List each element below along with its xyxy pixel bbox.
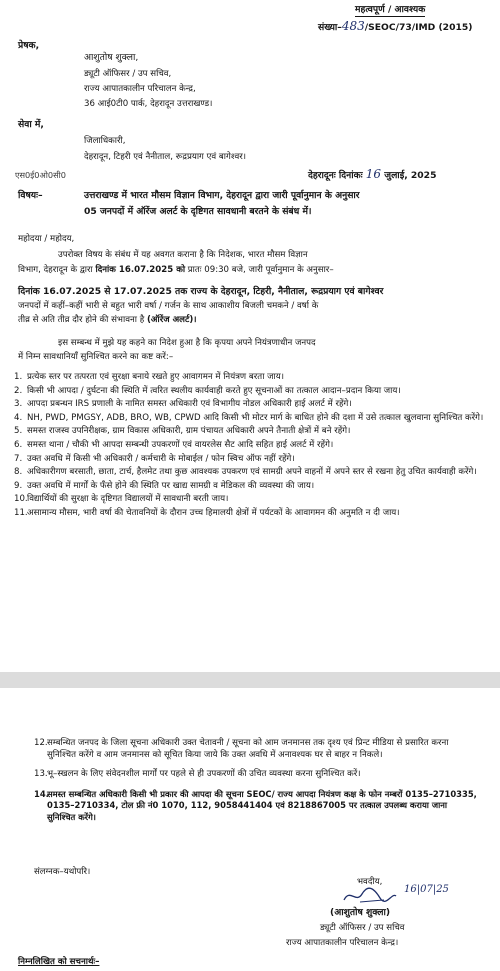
sender-office: राज्य आपातकालीन परिचालन केन्द्र, bbox=[84, 84, 196, 94]
para2-line-3b: (ऑरेंज अलर्ट)। bbox=[147, 315, 197, 325]
sender-name: आशुतोष शुक्ला, bbox=[84, 52, 139, 63]
signatory-designation: ड्यूटी ऑफिसर / उप सचिव bbox=[320, 923, 405, 933]
subject-line-2: 05 जनपदों में ऑरेंज अलर्ट के दृष्टिगत सावधानी बरतने के संबंध में। bbox=[84, 206, 312, 217]
ref-suffix: /SEOC/73/IMD (2015) bbox=[364, 22, 473, 33]
list-item: 7. उक्त अवधि में किसी भी अधिकारी / कर्मचारी के मोबाईल / फोन स्विच ऑफ नहीं रहेंगे। bbox=[14, 453, 295, 464]
signatory-name: (आशुतोष शुक्ला) bbox=[330, 907, 391, 918]
para1-line-1: उपरोक्त विषय के संबंध में यह अवगत कराना है कि निदेशक, भारत मौसम विज्ञान bbox=[58, 250, 308, 260]
reference-number bbox=[318, 20, 472, 34]
instructions-list bbox=[14, 372, 486, 522]
closing: भवदीय, bbox=[357, 877, 383, 887]
sender-address: 36 आई0टी0 पार्क, देहरादून उत्तराखण्ड। bbox=[84, 99, 213, 109]
list-item: 4. NH, PWD, PMGSY, ADB, BRO, WB, CPWD आदि किसी भी मोटर मार्ग के बाधित होने की दशा में उसे तत्काल खुलवाना सुनिश्चित करेंगे। bbox=[14, 412, 484, 423]
handwritten-date: 16|07|25 bbox=[404, 884, 449, 895]
para2-line-2: जनपदों में कहीं–कहीं भारी से बहुत भारी वर्षा / गर्जन के साथ आकाशीय बिजली चमकने / वर्षा के bbox=[18, 301, 319, 311]
para1-line-2c: प्रातः 09:30 बजे, जारी पूर्वानुमान के अनुसार– bbox=[187, 265, 334, 275]
ref-number-handwritten: 483 bbox=[341, 19, 365, 33]
para3-line-2: में निम्न सावधानियाँ सुनिश्चित करने का कष्ट करें:– bbox=[18, 352, 174, 362]
recipient-districts: देहरादून, टिहरी एवं नैनीताल, रूद्रप्रयाग एवं बागेश्वर। bbox=[84, 152, 247, 162]
para2-line-3 bbox=[18, 315, 197, 327]
classification-label: महत्वपूर्ण / आवश्यक bbox=[355, 4, 426, 15]
recipient-title: जिलाधिकारी, bbox=[84, 136, 126, 146]
list-item: 9. उक्त अवधि में मार्गों के फँसे होने की स्थिति पर खाद्य सामग्री व मेडिकल की व्यवस्था की जाय। bbox=[14, 480, 315, 491]
enclosure-note: संलग्नक–यथोपरि। bbox=[34, 867, 91, 877]
office-code: एस0ई0ओ0सी0 bbox=[15, 170, 66, 180]
list-item: 6. समस्त थाना / चौकी भी आपदा सम्बन्धी उपकरणों एवं वायरलेस सैट आदि सहित हाई अलर्ट में रहेंगे। bbox=[14, 439, 334, 450]
signature-scribble bbox=[340, 884, 400, 906]
recipient-label: सेवा में, bbox=[18, 119, 44, 130]
list-item: 13. भू–स्खलन के लिए संवेदनशील मार्गों पर पहले से ही उपकरणों की उचित व्यवस्था करना सुनिश्चित करें। bbox=[34, 769, 361, 780]
list-item: 11. असामान्य मौसम, भारी वर्षा की चेतावनियों के दौरान उच्च हिमालयी क्षेत्रों में पर्यटकों के आवागमन की अनुमति न दी जाय। bbox=[14, 507, 400, 518]
salutation: महोदया / महोदय, bbox=[18, 234, 75, 244]
subject-label: विषयः– bbox=[18, 190, 43, 201]
para2-line-3a: तीव्र से अति तीव्र दौर होने की संभावना है bbox=[18, 315, 145, 325]
para1-line-2 bbox=[18, 265, 334, 277]
date-line bbox=[308, 168, 436, 182]
list-item-emergency-contacts: 14. समस्त सम्बन्धित अधिकारी किसी भी प्रकार की आपदा की सूचना SEOC/ राज्य आपदा नियंत्रण कक्ष के फोन नम्बरों 0135–2710335, 0135–2710334, टोल फ्री नं0 1070, 112, 9058441404 एवं 8218867005 पर तत्काल उपलब्ध कराया जाना सुनिश्चित करेंगे। bbox=[34, 788, 477, 822]
instructions-list-continued bbox=[34, 738, 478, 826]
copy-to-heading: निम्नलिखित को सचनार्थः– bbox=[18, 957, 100, 967]
para1-line-2b: दिनांक 16.07.2025 को bbox=[95, 265, 186, 275]
list-item: 10. विद्यार्थियों की सुरक्षा के दृष्टिगत विद्यालयों में सावधानी बरती जाय। bbox=[14, 494, 229, 505]
list-item: 3. आपदा प्रबन्धन IRS प्रणाली के नामित समस्त अधिकारी एवं विभागीय नोडल अधिकारी हाई अलर्ट में रहेंगे। bbox=[14, 399, 352, 410]
subject-line-1: उत्तराखण्ड में भारत मौसम विज्ञान विभाग, देहरादून द्वारा जारी पूर्वानुमान के अनुसार bbox=[84, 190, 360, 201]
para2-line-1: दिनांक 16.07.2025 से 17.07.2025 तक राज्य के देहरादून, टिहरी, नैनीताल, रूद्रप्रयाग एवं बागेश्वर bbox=[18, 286, 384, 297]
list-item: 12. सम्बन्धित जनपद के जिला सूचना अधिकारी उक्त चेतावनी / सूचना को आम जनमानस तक दृश्य एवं प्रिन्ट मीडिया से प्रसारित करना सुनिश्चित करेंगे व आम जनमानस को सूचित किया जाये कि उक्त अवधि में अनावश्यक घर से बाहर न निकले। bbox=[34, 738, 449, 760]
sender-designation: ड्यूटी ऑफिसर / उप सचिव, bbox=[84, 69, 172, 79]
signatory-office: राज्य आपातकालीन परिचालन केन्द्र। bbox=[286, 938, 399, 948]
list-item: 5. समस्त राजस्व उपनिरीक्षक, ग्राम विकास अधिकारी, ग्राम पंचायत अधिकारी अपने तैनाती क्षेत्रों में बने रहेंगे। bbox=[14, 426, 351, 437]
sender-label: प्रेषक, bbox=[18, 40, 40, 51]
para1-line-2a: विभाग, देहरादून के द्वारा bbox=[18, 265, 93, 275]
list-item: 1. प्रत्येक स्तर पर तत्परता एवं सुरक्षा बनाये रखते हुए आवागमन में नियंत्रण बरता जाय। bbox=[14, 372, 284, 382]
date-rest: जुलाई, 2025 bbox=[384, 170, 437, 181]
list-item: 8. अधिकारीगण बरसाती, छाता, टार्च, हैलमेट तथा कुछ आवश्यक उपकरण एवं सामग्री अपने वाहनों में अपने स्तर से रखना हेतु उचित कार्यवाही करेंगे। bbox=[14, 467, 477, 478]
page-break bbox=[0, 672, 500, 688]
list-item: 2. किसी भी आपदा / दुर्घटना की स्थिति में त्वरित स्थलीय कार्यवाही करते हुए सूचनाओं का तत्काल आदान–प्रदान किया जाय। bbox=[14, 385, 401, 396]
date-city: देहरादूनः दिनांकः bbox=[308, 170, 363, 181]
date-day-handwritten: 16 bbox=[365, 167, 382, 181]
ref-prefix: संख्या– bbox=[318, 22, 342, 33]
para3-line-1: इस सम्बन्ध में मुझे यह कहने का निदेश हुआ है कि कृपया अपने नियंत्रणाधीन जनपद bbox=[58, 338, 316, 348]
